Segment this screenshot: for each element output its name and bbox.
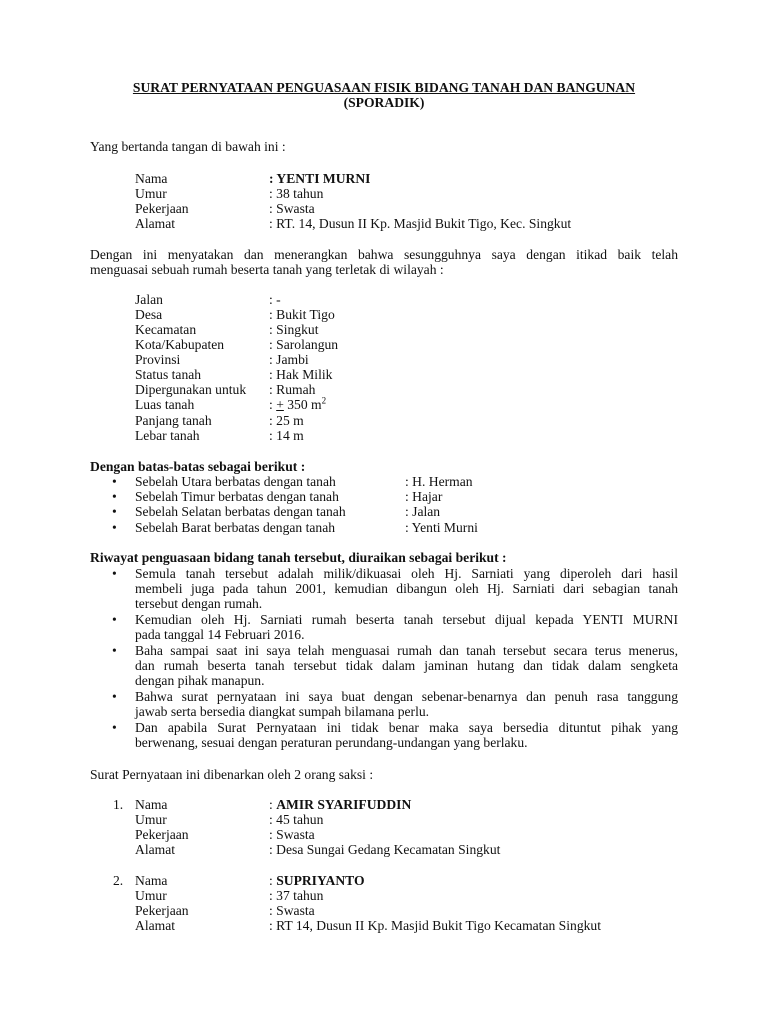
bullet-icon: • <box>112 489 117 504</box>
bullet-icon: • <box>112 566 117 581</box>
declarant-name-label: Nama <box>135 171 168 186</box>
land-desa-label: Desa <box>135 307 163 322</box>
declarant-job-label: Pekerjaan <box>135 201 189 216</box>
land-provinsi-label: Provinsi <box>135 352 181 367</box>
land-guna-value: : Rumah <box>269 382 316 397</box>
statement-line-1: Dengan ini menyatakan dan menerangkan bahwa sesungguhnya saya dengan itikad baik telah <box>90 247 678 262</box>
plus-minus-sign: + <box>276 397 284 412</box>
witness-2-age-value: : 37 tahun <box>269 888 324 903</box>
witness-2-name <box>269 873 365 888</box>
witness-2-address-label: Alamat <box>135 918 176 933</box>
witness-1-age-value: : 45 tahun <box>269 812 324 827</box>
document-subtitle: (SPORADIK) <box>343 95 425 110</box>
land-lebar-label: Lebar tanah <box>135 428 200 443</box>
land-panjang-value: : 25 m <box>269 413 304 428</box>
history-2-line-1: Kemudian oleh Hj. Sarniati rumah beserta tanah tersebut dijual kepada YENTI MURNI <box>135 612 678 627</box>
witness-2-address-value: : RT 14, Dusun II Kp. Masjid Bukit Tigo Kecamatan Singkut <box>269 918 601 933</box>
witness-1-address-label: Alamat <box>135 842 176 857</box>
bullet-icon: • <box>112 689 117 704</box>
history-2-line-2: pada tanggal 14 Februari 2016. <box>135 627 305 642</box>
witness-2-name-value: SUPRIYANTO <box>276 873 365 888</box>
witness-2-job-label: Pekerjaan <box>135 903 189 918</box>
witness-1-age-label: Umur <box>135 812 167 827</box>
border-north-side: Sebelah Utara berbatas dengan tanah <box>135 474 336 489</box>
declarant-address-value: : RT. 14, Dusun II Kp. Masjid Bukit Tigo, Kec. Singkut <box>269 216 572 231</box>
history-1-line-2: membeli juga pada tahun 2001, kemudian dibangun oleh Hj. Sarniati dari sebagian tanah <box>135 581 678 596</box>
witness-1-number: 1. <box>113 797 124 812</box>
history-3-line-2: dan rumah beserta tanah tersebut tidak dalam jaminan hutang dan tidak dalam sengketa <box>135 658 678 673</box>
border-south-value: : Jalan <box>405 504 441 519</box>
witness-1-address-value: : Desa Sungai Gedang Kecamatan Singkut <box>269 842 501 857</box>
declarant-job-value: : Swasta <box>269 201 315 216</box>
land-kota-value: : Sarolangun <box>269 337 339 352</box>
history-4-line-1: Bahwa surat pernyataan ini saya buat dengan sebenar-benarnya dan penuh rasa tanggung <box>135 689 678 704</box>
land-panjang-label: Panjang tanah <box>135 413 212 428</box>
land-jalan-label: Jalan <box>135 292 163 307</box>
witness-2-name-prefix: : <box>269 873 277 888</box>
land-guna-label: Dipergunakan untuk <box>135 382 247 397</box>
history-1-line-1: Semula tanah tersebut adalah milik/dikuasai oleh Hj. Sarniati yang diperoleh dari hasil <box>135 566 678 581</box>
witness-2-age-label: Umur <box>135 888 167 903</box>
witness-1-name-prefix: : <box>269 797 277 812</box>
land-luas-value <box>269 397 326 412</box>
bullet-icon: • <box>112 504 117 519</box>
witness-intro: Surat Pernyataan ini dibenarkan oleh 2 orang saksi : <box>90 767 374 782</box>
history-1-line-3: tersebut dengan rumah. <box>135 596 263 611</box>
land-jalan-value: : - <box>269 292 281 307</box>
border-north-value: : H. Herman <box>405 474 473 489</box>
land-luas-prefix: : <box>269 397 277 412</box>
witness-2-name-label: Nama <box>135 873 168 888</box>
witness-1-name <box>269 797 411 812</box>
land-desa-value: : Bukit Tigo <box>269 307 335 322</box>
land-kecamatan-label: Kecamatan <box>135 322 197 337</box>
bullet-icon: • <box>112 520 117 535</box>
border-east-value: : Hajar <box>405 489 443 504</box>
witness-1-name-label: Nama <box>135 797 168 812</box>
statement-line-2: menguasai sebuah rumah beserta tanah yang terletak di wilayah : <box>90 262 444 277</box>
land-luas-number: 350 m <box>283 397 322 412</box>
borders-heading: Dengan batas-batas sebagai berikut : <box>90 459 306 474</box>
border-east-side: Sebelah Timur berbatas dengan tanah <box>135 489 339 504</box>
history-3-line-3: dengan pihak manapun. <box>135 673 265 688</box>
bullet-icon: • <box>112 612 117 627</box>
history-4-line-2: jawab serta bersedia diangkat sumpah bilamana perlu. <box>135 704 430 719</box>
history-3-line-1: Baha sampai saat ini saya telah menguasai rumah dan tanah tersebut secara terus menerus, <box>135 643 678 658</box>
declarant-address-label: Alamat <box>135 216 176 231</box>
land-kota-label: Kota/Kabupaten <box>135 337 225 352</box>
witness-2-number: 2. <box>113 873 124 888</box>
land-status-value: : Hak Milik <box>269 367 333 382</box>
history-5-line-2: berwenang, sesuai dengan peraturan perundang-undangan yang berlaku. <box>135 735 528 750</box>
bullet-icon: • <box>112 720 117 735</box>
witness-1-name-value: AMIR SYARIFUDDIN <box>276 797 412 812</box>
declarant-age-label: Umur <box>135 186 167 201</box>
declarant-name-value: : YENTI MURNI <box>269 171 371 186</box>
border-south-side: Sebelah Selatan berbatas dengan tanah <box>135 504 346 519</box>
witness-1-job-value: : Swasta <box>269 827 315 842</box>
land-luas-superscript: 2 <box>321 395 327 406</box>
land-luas-label: Luas tanah <box>135 397 195 412</box>
history-5-line-1: Dan apabila Surat Pernyataan ini tidak benar maka saya bersedia dituntut pihak yang <box>135 720 678 735</box>
history-heading: Riwayat penguasaan bidang tanah tersebut, diuraikan sebagai berikut : <box>90 550 507 565</box>
land-provinsi-value: : Jambi <box>269 352 309 367</box>
bullet-icon: • <box>112 474 117 489</box>
document-title: SURAT PERNYATAAN PENGUASAAN FISIK BIDANG TANAH DAN BANGUNAN <box>132 80 636 95</box>
bullet-icon: • <box>112 643 117 658</box>
witness-2-job-value: : Swasta <box>269 903 315 918</box>
declarant-age-value: : 38 tahun <box>269 186 324 201</box>
land-kecamatan-value: : Singkut <box>269 322 319 337</box>
land-lebar-value: : 14 m <box>269 428 304 443</box>
land-status-label: Status tanah <box>135 367 202 382</box>
intro-text: Yang bertanda tangan di bawah ini : <box>90 139 286 154</box>
witness-1-job-label: Pekerjaan <box>135 827 189 842</box>
border-west-side: Sebelah Barat berbatas dengan tanah <box>135 520 336 535</box>
border-west-value: : Yenti Murni <box>405 520 478 535</box>
